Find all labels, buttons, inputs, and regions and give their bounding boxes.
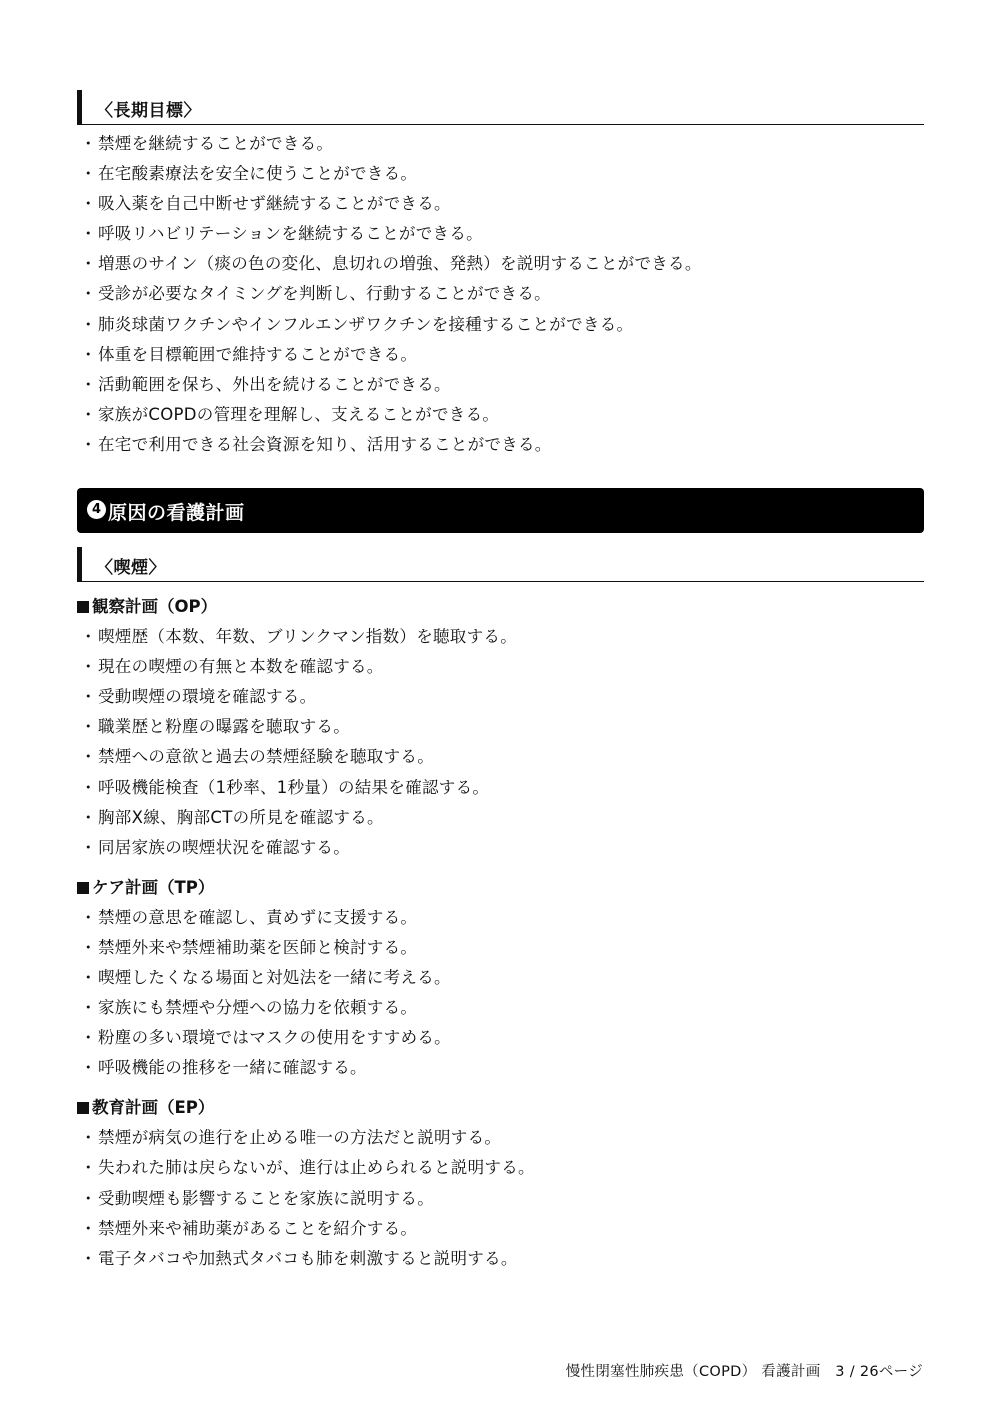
bullet: ・ — [80, 777, 97, 797]
list-item: ・職業歴と粉塵の曝露を聴取する。 — [77, 712, 924, 742]
bullet: ・ — [80, 657, 97, 677]
list-item: ・禁煙が病気の進行を止める唯一の方法だと説明する。 — [77, 1123, 924, 1153]
list-item: ・体重を目標範囲で維持することができる。 — [77, 340, 924, 370]
list-item: ・家族がCOPDの管理を理解し、支えることができる。 — [77, 400, 924, 430]
bullet: ・ — [80, 344, 97, 364]
list-item: ・受診が必要なタイミングを判断し、行動することができる。 — [77, 279, 924, 309]
list-item: ・活動範囲を保ち、外出を続けることができる。 — [77, 370, 924, 400]
bullet: ・ — [80, 1188, 97, 1208]
bullet: ・ — [80, 1218, 97, 1238]
list-item: ・現在の喫煙の有無と本数を確認する。 — [77, 652, 924, 682]
list-item: ・増悪のサイン（痰の色の変化、息切れの増強、発熱）を説明することができる。 — [77, 249, 924, 279]
smoking-heading — [77, 547, 924, 582]
list-item: ・喫煙したくなる場面と対処法を一緒に考える。 — [77, 963, 924, 993]
list-item: ・失われた肺は戻らないが、進行は止められると説明する。 — [77, 1153, 924, 1183]
bullet: ・ — [80, 837, 97, 857]
list-item: ・同居家族の喫煙状況を確認する。 — [77, 833, 924, 863]
bullet: ・ — [80, 194, 97, 214]
list-item: ・呼吸機能検査（1秒率、1秒量）の結果を確認する。 — [77, 773, 924, 803]
list-item: ・禁煙を継続することができる。 — [77, 129, 924, 159]
bullet: ・ — [80, 937, 97, 957]
list-item: ・禁煙外来や補助薬があることを紹介する。 — [77, 1214, 924, 1244]
long-term-goals-heading — [77, 90, 924, 125]
bullet: ・ — [80, 1028, 97, 1048]
ep-list — [77, 1123, 924, 1273]
bullet: ・ — [80, 374, 97, 394]
bullet: ・ — [80, 254, 97, 274]
bullet: ・ — [80, 907, 97, 927]
list-item: ・受動喫煙も影響することを家族に説明する。 — [77, 1184, 924, 1214]
bullet: ・ — [80, 1158, 97, 1178]
page-footer: 慢性閉塞性肺疾患（COPD） 看護計画 3 / 26ページ — [565, 1364, 923, 1380]
smoking-title: 〈喫煙〉 — [96, 558, 166, 579]
list-item: ・在宅酸素療法を安全に使うことができる。 — [77, 159, 924, 189]
document-page — [77, 90, 924, 1274]
op-label: 観察計画（OP） — [77, 594, 924, 620]
bullet: ・ — [80, 164, 97, 184]
bullet: ・ — [80, 687, 97, 707]
section-number-badge: 4 — [87, 500, 106, 519]
square-bullet-icon — [77, 882, 89, 894]
bullet: ・ — [80, 717, 97, 737]
bullet: ・ — [80, 404, 97, 424]
square-bullet-icon — [77, 1102, 89, 1114]
list-item: ・受動喫煙の環境を確認する。 — [77, 682, 924, 712]
ep-label: 教育計画（EP） — [77, 1095, 924, 1121]
list-item: ・胸部X線、胸部CTの所見を確認する。 — [77, 803, 924, 833]
long-term-goals-title: 〈長期目標〉 — [96, 101, 201, 121]
list-item: ・禁煙の意思を確認し、責めずに支援する。 — [77, 903, 924, 933]
list-item: ・吸入薬を自己中断せず継続することができる。 — [77, 189, 924, 219]
section-title: 原因の看護計画 — [108, 502, 245, 525]
op-list — [77, 622, 924, 863]
list-item: ・呼吸リハビリテーションを継続することができる。 — [77, 219, 924, 249]
list-item: ・電子タバコや加熱式タバコも肺を刺激すると説明する。 — [77, 1244, 924, 1274]
bullet: ・ — [80, 747, 97, 767]
list-item: ・肺炎球菌ワクチンやインフルエンザワクチンを接種することができる。 — [77, 310, 924, 340]
square-bullet-icon — [77, 601, 89, 613]
list-item: ・喫煙歴（本数、年数、ブリンクマン指数）を聴取する。 — [77, 622, 924, 652]
list-item: ・禁煙外来や禁煙補助薬を医師と検討する。 — [77, 933, 924, 963]
long-term-goals-list — [77, 129, 924, 460]
bullet: ・ — [80, 1128, 97, 1148]
bullet: ・ — [80, 1058, 97, 1078]
bullet: ・ — [80, 224, 97, 244]
tp-list — [77, 903, 924, 1084]
list-item: ・呼吸機能の推移を一緒に確認する。 — [77, 1053, 924, 1083]
bullet: ・ — [80, 998, 97, 1018]
list-item: ・粉塵の多い環境ではマスクの使用をすすめる。 — [77, 1023, 924, 1053]
bullet: ・ — [80, 1248, 97, 1268]
tp-label: ケア計画（TP） — [77, 875, 924, 901]
bullet: ・ — [80, 314, 97, 334]
list-item: ・禁煙への意欲と過去の禁煙経験を聴取する。 — [77, 742, 924, 772]
bullet: ・ — [80, 134, 97, 153]
bullet: ・ — [80, 627, 97, 647]
bullet: ・ — [80, 434, 97, 454]
bullet: ・ — [80, 807, 97, 827]
bullet: ・ — [80, 967, 97, 987]
list-item: ・在宅で利用できる社会資源を知り、活用することができる。 — [77, 430, 924, 460]
list-item: ・家族にも禁煙や分煙への協力を依頼する。 — [77, 993, 924, 1023]
bullet: ・ — [80, 284, 97, 304]
section-header — [77, 488, 924, 533]
